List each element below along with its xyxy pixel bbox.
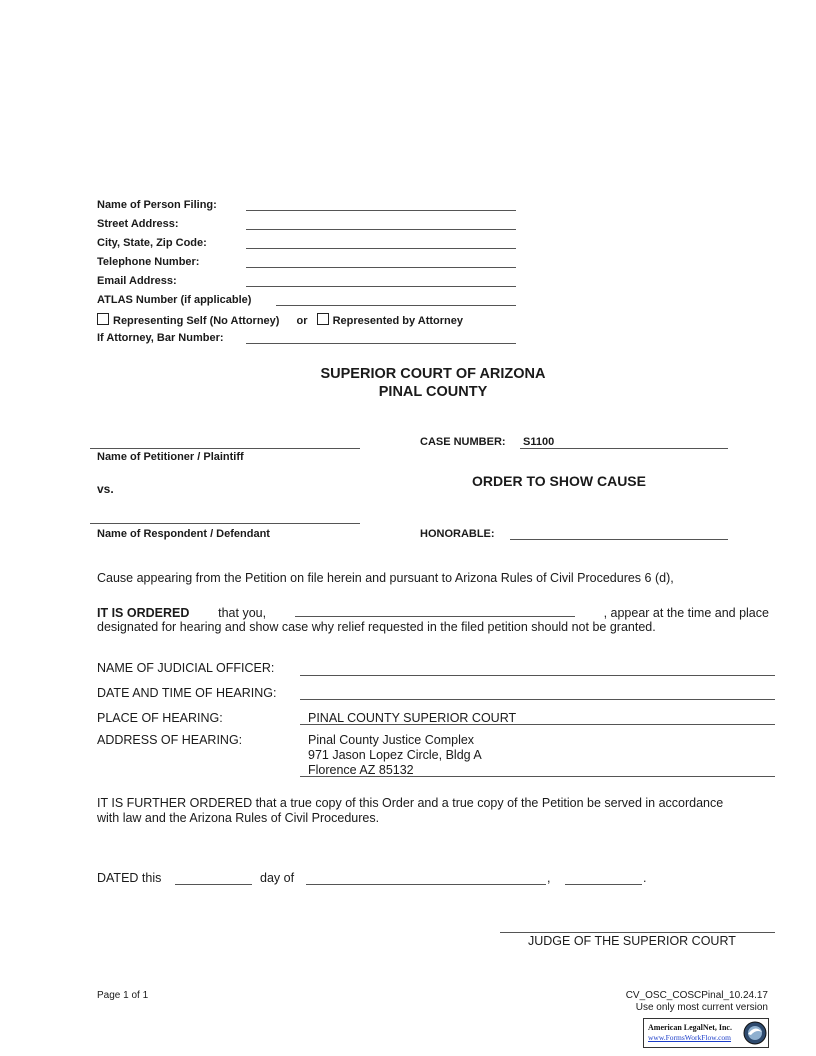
address-of-hearing-field[interactable]	[300, 776, 775, 777]
telephone-field[interactable]	[246, 267, 516, 268]
judicial-officer-label: NAME OF JUDICIAL OFFICER:	[97, 661, 275, 675]
that-you-text: that you,	[218, 606, 267, 620]
dated-comma: ,	[547, 871, 551, 885]
petitioner-name-field[interactable]	[90, 448, 360, 449]
logo-website: www.FormsWorkFlow.com	[648, 1033, 732, 1042]
ordered-paragraph	[97, 604, 769, 620]
date-time-hearing-field[interactable]	[300, 699, 775, 700]
representation-row	[97, 313, 463, 327]
represented-by-attorney-checkbox[interactable]	[317, 313, 329, 325]
address-line-2: 971 Jason Lopez Circle, Bldg A	[308, 748, 482, 762]
name-of-person-filing-label: Name of Person Filing:	[97, 199, 217, 211]
logo-company-name: American LegalNet, Inc.	[648, 1023, 732, 1032]
dated-month-field[interactable]	[306, 884, 546, 885]
day-of-label: day of	[260, 871, 295, 885]
case-number-label: CASE NUMBER:	[420, 436, 506, 448]
or-label: or	[296, 315, 308, 327]
party-name-field[interactable]	[295, 604, 575, 617]
respondent-name-field[interactable]	[90, 523, 360, 524]
dated-period: .	[643, 871, 647, 885]
further-ordered-line-2: with law and the Arizona Rules of Civil Procedures.	[97, 811, 380, 825]
honorable-field[interactable]	[510, 539, 728, 540]
atlas-number-label: ATLAS Number (if applicable)	[97, 294, 252, 306]
bar-number-label: If Attorney, Bar Number:	[97, 332, 224, 344]
respondent-label: Name of Respondent / Defendant	[97, 528, 270, 540]
legalnet-logo[interactable]	[643, 1018, 769, 1048]
dated-year-field[interactable]	[565, 884, 642, 885]
honorable-label: HONORABLE:	[420, 528, 495, 540]
court-name: SUPERIOR COURT OF ARIZONA	[320, 366, 546, 382]
address-line-3: Florence AZ 85132	[308, 763, 414, 777]
represented-by-attorney-label: Represented by Attorney	[332, 315, 463, 327]
representing-self-checkbox[interactable]	[97, 313, 109, 325]
street-address-field[interactable]	[246, 229, 516, 230]
further-ordered-line-1: IT IS FURTHER ORDERED that a true copy of this Order and a true copy of the Petition be served in accordance	[97, 796, 724, 810]
appear-text: , appear at the time and place	[603, 606, 769, 620]
address-line-1: Pinal County Justice Complex	[308, 733, 475, 747]
place-of-hearing-value: PINAL COUNTY SUPERIOR COURT	[308, 711, 517, 725]
petitioner-label: Name of Petitioner / Plaintiff	[97, 451, 244, 463]
email-field[interactable]	[246, 286, 516, 287]
judge-label: JUDGE OF THE SUPERIOR COURT	[528, 934, 736, 948]
document-title: ORDER TO SHOW CAUSE	[472, 473, 646, 489]
name-of-person-filing-field[interactable]	[246, 210, 516, 211]
form-code: CV_OSC_COSCPinal_10.24.17	[625, 990, 768, 1001]
email-label: Email Address:	[97, 275, 177, 287]
bar-number-field[interactable]	[246, 343, 516, 344]
case-number-field[interactable]	[520, 448, 728, 449]
ordered-line-2: designated for hearing and show case why relief requested in the filed petition should not be granted.	[97, 620, 656, 634]
address-of-hearing-label: ADDRESS OF HEARING:	[97, 733, 243, 747]
county-name: PINAL COUNTY	[378, 384, 488, 400]
representing-self-label: Representing Self (No Attorney)	[113, 315, 280, 327]
telephone-label: Telephone Number:	[97, 256, 200, 268]
page-number: Page 1 of 1	[97, 990, 149, 1001]
judicial-officer-field[interactable]	[300, 675, 775, 676]
date-time-hearing-label: DATE AND TIME OF HEARING:	[97, 686, 277, 700]
dated-this-label: DATED this	[97, 871, 162, 885]
judge-signature-field[interactable]	[500, 932, 775, 933]
it-is-ordered-text: IT IS ORDERED	[97, 606, 190, 620]
atlas-number-field[interactable]	[276, 305, 516, 306]
case-number-value: S1100	[523, 436, 555, 448]
city-state-zip-field[interactable]	[246, 248, 516, 249]
logo-globe-icon	[742, 1020, 768, 1046]
street-address-label: Street Address:	[97, 218, 179, 230]
versus-label: vs.	[97, 482, 114, 496]
version-notice: Use only most current version	[635, 1002, 768, 1013]
city-state-zip-label: City, State, Zip Code:	[97, 237, 207, 249]
place-of-hearing-label: PLACE OF HEARING:	[97, 711, 223, 725]
place-of-hearing-field[interactable]	[300, 724, 775, 725]
dated-day-field[interactable]	[175, 884, 252, 885]
cause-paragraph: Cause appearing from the Petition on file herein and pursuant to Arizona Rules of Civil Procedures 6 (d),	[97, 571, 674, 585]
